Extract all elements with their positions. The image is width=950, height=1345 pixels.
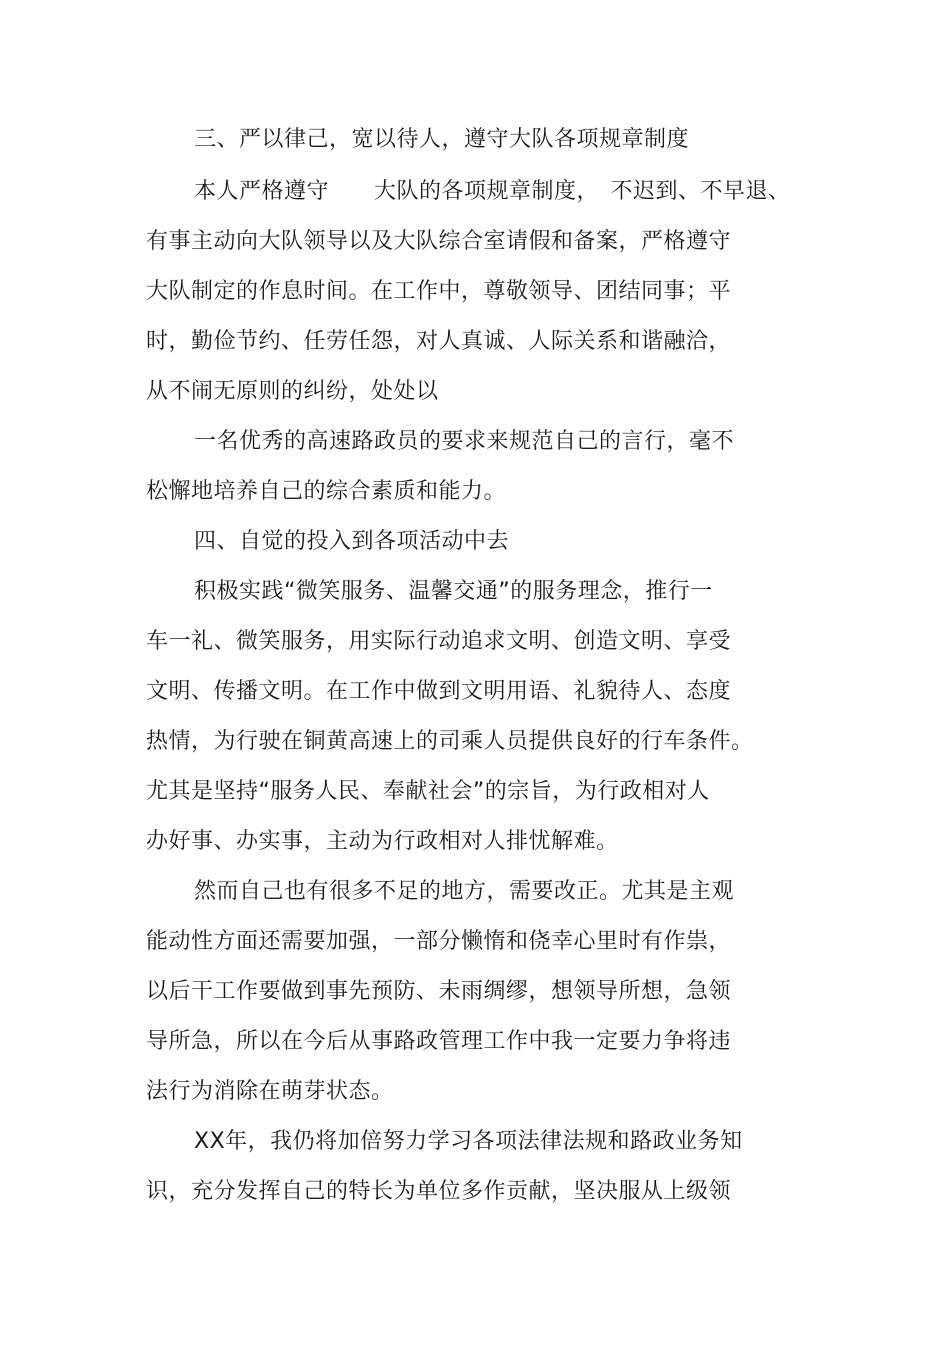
section-heading-4: 四、自觉的投入到各项活动中去 xyxy=(194,529,510,554)
paragraph-line: 然而自己也有很多不足的地方，需要改正。尤其是主观 xyxy=(194,879,735,904)
paragraph-line: 能动性方面还需要加强，一部分懒惰和侥幸心里时有作祟， xyxy=(146,929,732,954)
paragraph-line: 办好事、办实事，主动为行政相对人排忧解难。 xyxy=(146,829,619,854)
paragraph-line: 大队制定的作息时间。在工作中，尊敬领导、团结同事；平 xyxy=(146,279,732,304)
paragraph-line: 法行为消除在萌芽状态。 xyxy=(146,1079,394,1104)
section-heading-3: 三、严以律己，宽以待人，遵守大队各项规章制度 xyxy=(194,127,690,152)
paragraph-line: 尤其是坚持“服务人民、奉献社会”的宗旨，为行政相对人 xyxy=(146,779,710,804)
paragraph-line: 一名优秀的高速路政员的要求来规范自己的言行，毫不 xyxy=(194,429,735,454)
paragraph-line: 热情，为行驶在铜黄高速上的司乘人员提供良好的行车条件。 xyxy=(146,729,754,754)
paragraph-line: 文明、传播文明。在工作中做到文明用语、礼貌待人、态度 xyxy=(146,679,732,704)
paragraph-line: 以后干工作要做到事先预防、未雨绸缪，想领导所想，急领 xyxy=(146,979,732,1004)
paragraph-line: 积极实践“微笑服务、温馨交通”的服务理念，推行一 xyxy=(194,579,713,604)
paragraph-line: 时，勤俭节约、任劳任怨，对人真诚、人际关系和谐融洽， xyxy=(146,329,732,354)
paragraph-line: 从不闹无原则的纠纷，处处以 xyxy=(146,379,439,404)
paragraph-line: 有事主动向大队领导以及大队综合室请假和备案，严格遵守 xyxy=(146,229,732,254)
paragraph-line: XX年，我仍将加倍努力学习各项法律法规和路政业务知 xyxy=(194,1129,743,1154)
paragraph-line: 导所急，所以在今后从事路政管理工作中我一定要力争将违 xyxy=(146,1029,732,1054)
paragraph-line: 松懈地培养自己的综合素质和能力。 xyxy=(146,479,507,504)
paragraph-line: 识，充分发挥自己的特长为单位多作贡献，坚决服从上级领 xyxy=(146,1179,732,1204)
paragraph-line: 本人严格遵守 大队的各项规章制度， 不迟到、不早退、 xyxy=(194,179,791,204)
paragraph-line: 车一礼、微笑服务，用实际行动追求文明、创造文明、享受 xyxy=(146,629,732,654)
